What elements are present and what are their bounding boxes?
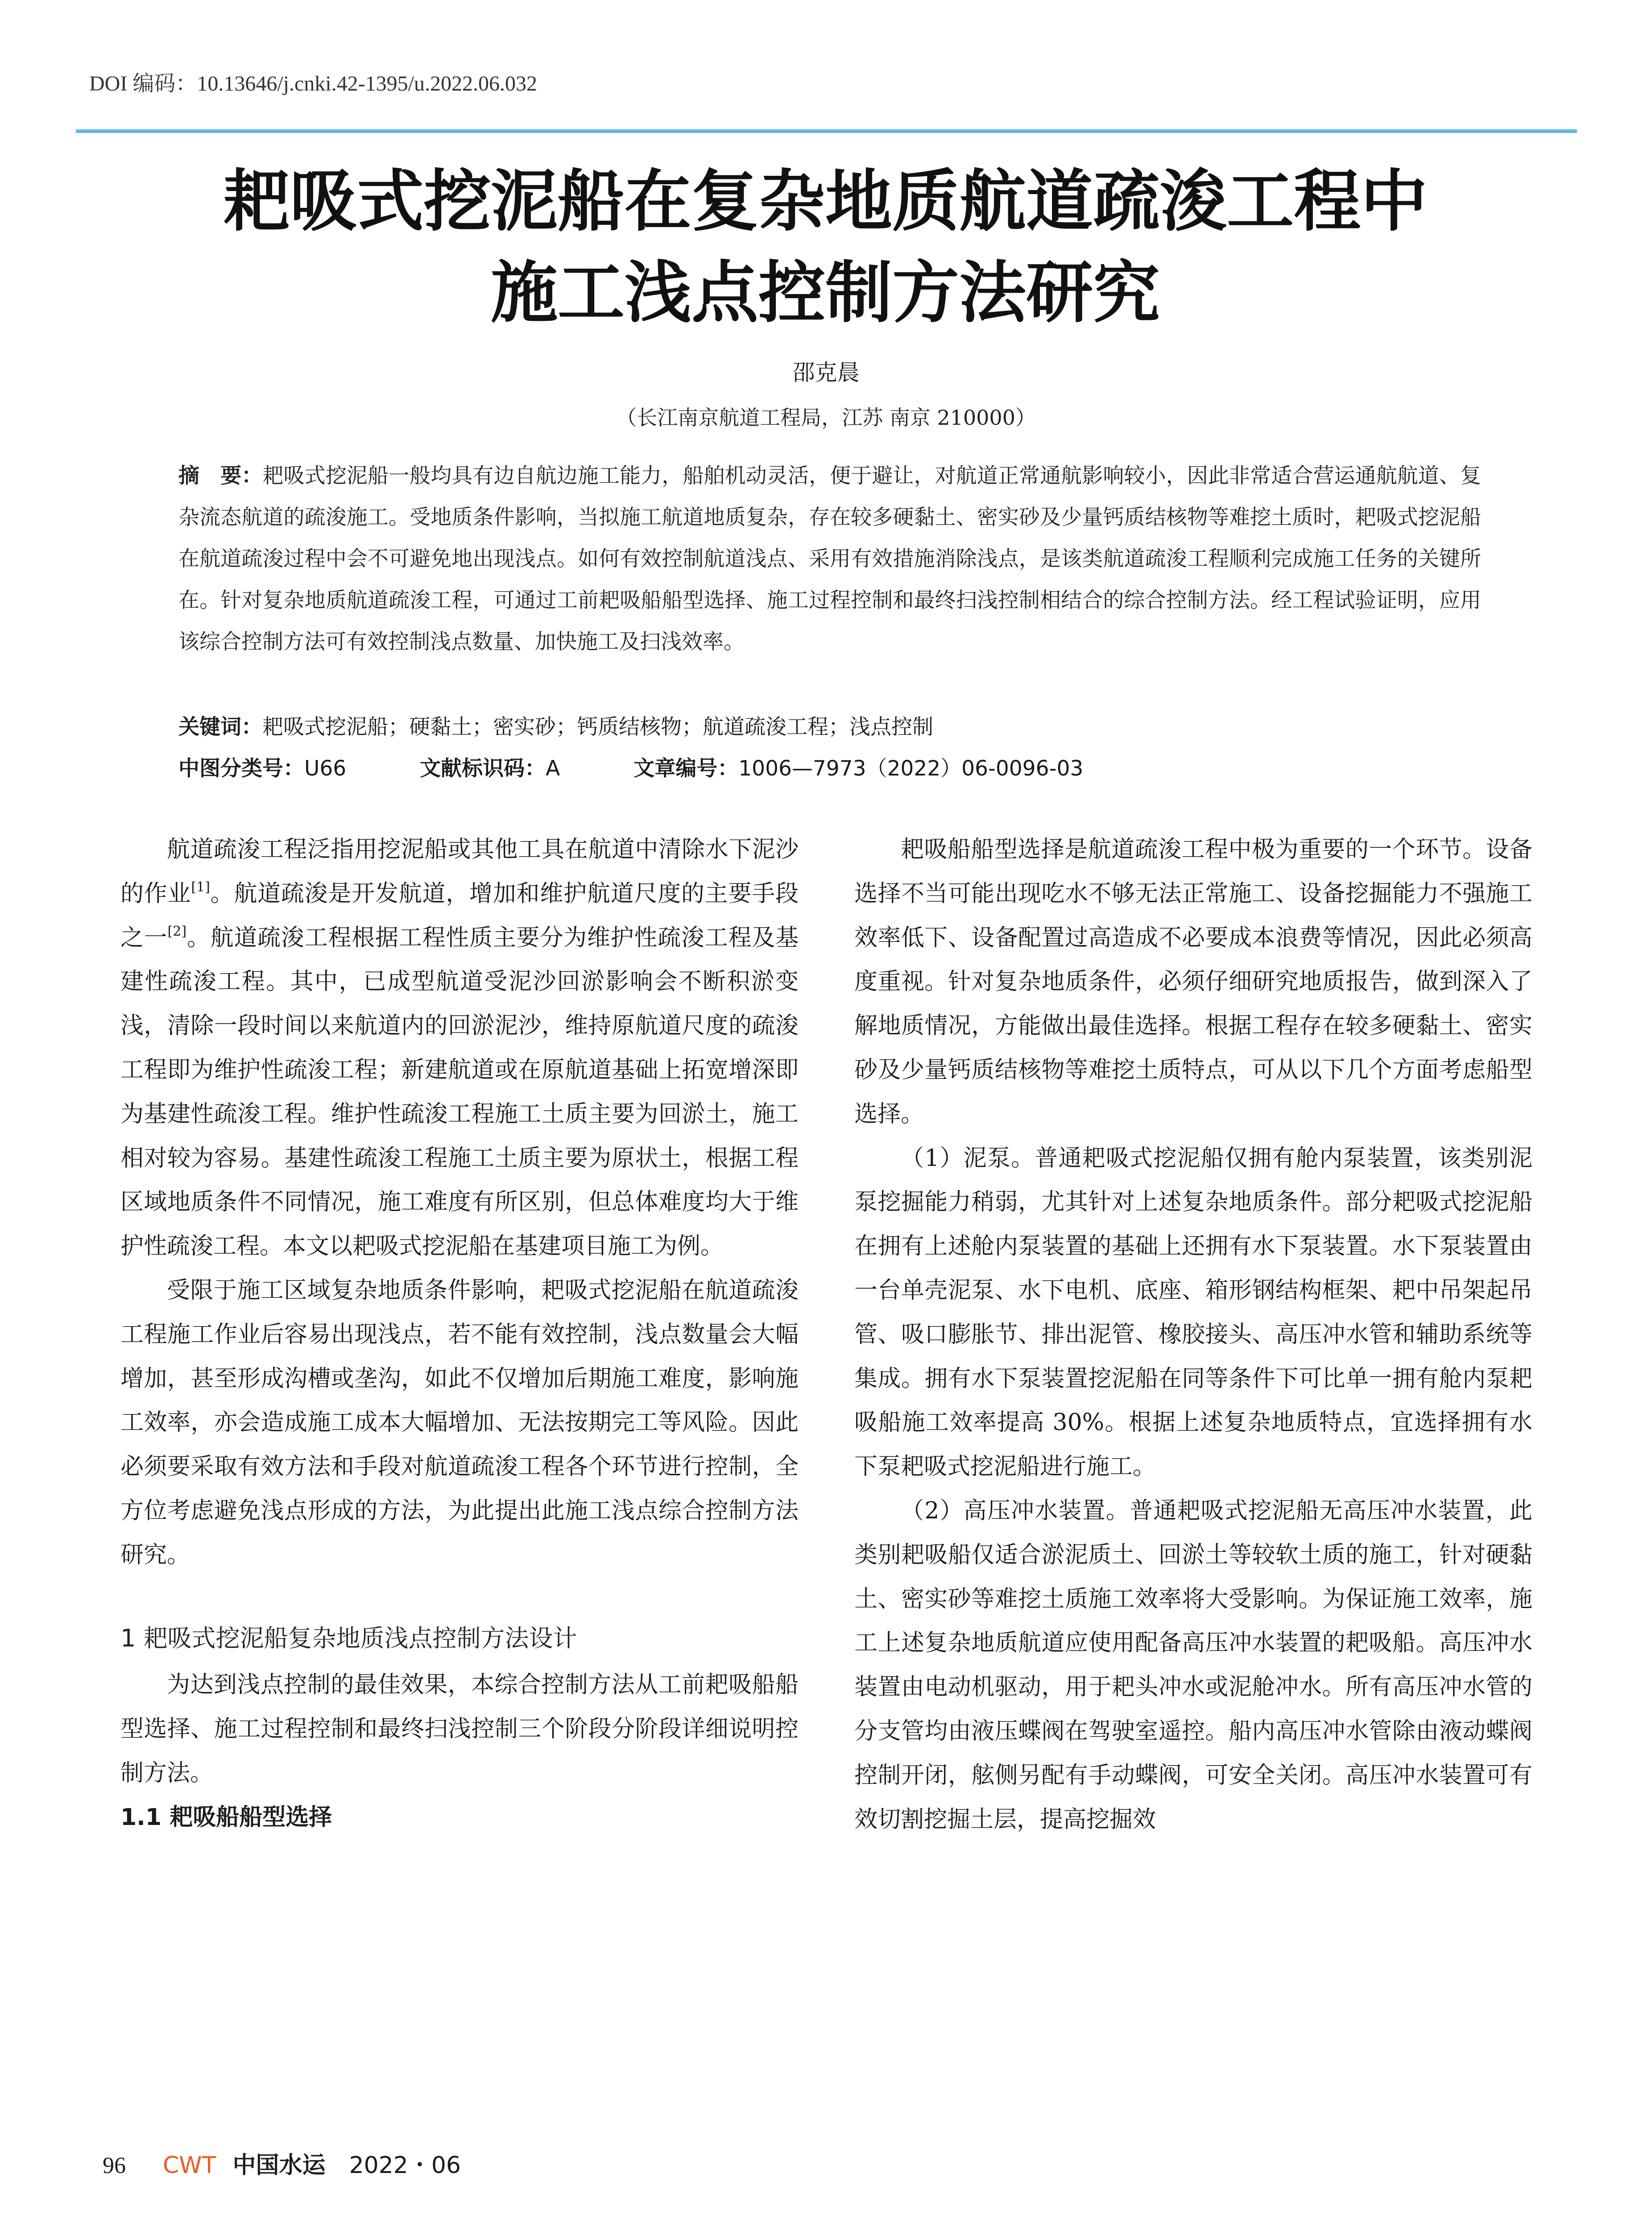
paragraph: 受限于施工区域复杂地质条件影响，耙吸式挖泥船在航道疏浚工程施工作业后容易出现浅点，若不能有效控制，浅点数量会大幅增加，甚至形成沟槽或垄沟，如此不仅增加后期施工难度，影响施工效率，亦会造成施工成本大幅增加、无法按期完工等风险。因此必须要采取有效方法和手段对航道疏浚工程各个环节进行控制，全方位考虑避免浅点形成的方法，为此提出此施工浅点综合控制方法研究。 [120,1277,799,1568]
body-column-right [854,828,1532,1841]
keywords-label: 关键词： [178,715,262,739]
paragraph: （1）泥泵。普通耙吸式挖泥船仅拥有舱内泵装置，该类别泥泵挖掘能力稍弱，尤其针对上述复杂地质条件。部分耙吸式挖泥船在拥有上述舱内泵装置的基础上还拥有水下泵装置。水下泵装置由一台单壳泥泵、水下电机、底座、箱形钢结构框架、耙中吊架起吊管、吸口膨胀节、排出泥管、橡胶接头、高压冲水管和辅助系统等集成。拥有水下泵装置挖泥船在同等条件下可比单一拥有舱内泵耙吸船施工效率提高 30%。根据上述复杂地质特点，宜选择拥有水下泵耙吸式挖泥船进行施工。 [854,1145,1532,1480]
section-heading: 1 耙吸式挖泥船复杂地质浅点控制方法设计 [120,1624,577,1652]
header-rule [76,129,1577,133]
author: 邵克晨 [792,360,860,386]
article-number: 文章编号：1006—7973（2022）06-0096-03 [633,756,1084,781]
keywords [178,709,1481,745]
paragraph: 耙吸船船型选择是航道疏浚工程中极为重要的一个环节。设备选择不当可能出现吃水不够无法正常施工、设备挖掘能力不强施工效率低下、设备配置过高造成不必要成本浪费等情况，因此必须高度重视。针对复杂地质条件，必须仔细研究地质报告，做到深入了解地质情况，方能做出最佳选择。根据工程存在较多硬黏土、密实砂及少量钙质结核物等难挖土质特点，可从以下几个方面考虑船型选择。 [854,836,1532,1128]
paragraph: （2）高压冲水装置。普通耙吸式挖泥船无高压冲水装置，此类别耙吸船仅适合淤泥质土、回淤土等较软土质的施工，针对硬黏土、密实砂等难挖土质施工效率将大受影响。为保证施工效率，施工上述复杂地质航道应使用配备高压冲水装置的耙吸船。高压冲水装置由电动机驱动，用于耙头冲水或泥舱冲水。所有高压冲水管的分支管均由液压蝶阀在驾驶室遥控。船内高压冲水管除由液动蝶阀控制开闭，舷侧另配有手动蝶阀，可安全关闭。高压冲水装置可有效切割挖掘土层，提高挖掘效 [854,1497,1532,1833]
title-line-1: 耙吸式挖泥船在复杂地质航道疏浚工程中 [223,163,1428,241]
journal-name: 中国水运 [232,2152,326,2179]
keywords-text: 耙吸式挖泥船；硬黏土；密实砂；钙质结核物；航道疏浚工程；浅点控制 [262,715,933,739]
doi-line: DOI 编码：10.13646/j.cnki.42-1395/u.2022.06.032 [89,72,537,95]
issue-number: 2022・06 [349,2152,461,2179]
abstract-label: 摘 要： [178,464,263,488]
page-number: 96 [103,2153,126,2178]
body-column-left [120,828,799,1840]
citation-ref[interactable]: [1] [191,879,210,895]
article-title [112,156,1539,339]
page-footer [103,2146,461,2180]
document-code: 文献标识码：A [420,756,560,781]
citation-ref[interactable]: [2] [167,923,187,939]
classification-line [178,751,1481,787]
abstract-text: 耙吸式挖泥船一般均具有边自航边施工能力，船舶机动灵活，便于避让，对航道正常通航影响较小，因此非常适合营运通航航道、复杂流态航道的疏浚施工。受地质条件影响，当拟施工航道地质复杂，存在较多硬黏土、密实砂及少量钙质结核物等难挖土质时，耙吸式挖泥船在航道疏浚过程中会不可避免地出现浅点。如何有效控制航道浅点、采用有效措施消除浅点，是该类航道疏浚工程顺利完成施工任务的关键所在。针对复杂地质航道疏浚工程，可通过工前耙吸船船型选择、施工过程控制和最终扫浅控制相结合的综合控制方法。经工程试验证明，应用该综合控制方法可有效控制浅点数量、加快施工及扫浅效率。 [178,464,1482,654]
paragraph: 航道疏浚工程泛指用挖泥船或其他工具在航道中清除水下泥沙的作业[1]。航道疏浚是开发航道，增加和维护航道尺度的主要手段之一[2]。航道疏浚工程根据工程性质主要分为维护性疏浚工程及基建性疏浚工程。其中，已成型航道受泥沙回淤影响会不断积淤变浅，清除一段时间以来航道内的回淤泥沙，维持原航道尺度的疏浚工程即为维护性疏浚工程；新建航道或在原航道基础上拓宽增深即为基建性疏浚工程。维护性疏浚工程施工土质主要为回淤土，施工相对较为容易。基建性疏浚工程施工土质主要为原状土，根据工程区域地质条件不同情况，施工难度有所区别，但总体难度均大于维护性疏浚工程。本文以耙吸式挖泥船在基建项目施工为例。 [120,836,799,1260]
title-line-2: 施工浅点控制方法研究 [490,254,1160,332]
abstract [178,455,1481,663]
paragraph: 为达到浅点控制的最佳效果，本综合控制方法从工前耙吸船船型选择、施工过程控制和最终扫浅控制三个阶段分阶段详细说明控制方法。 [120,1671,799,1787]
subsection-heading: 1.1 耙吸船船型选择 [120,1804,332,1831]
clc-number: 中图分类号：U66 [178,756,347,781]
affiliation: （长江南京航道工程局，江苏 南京 210000） [616,406,1036,430]
journal-logo: CWT [163,2152,216,2179]
